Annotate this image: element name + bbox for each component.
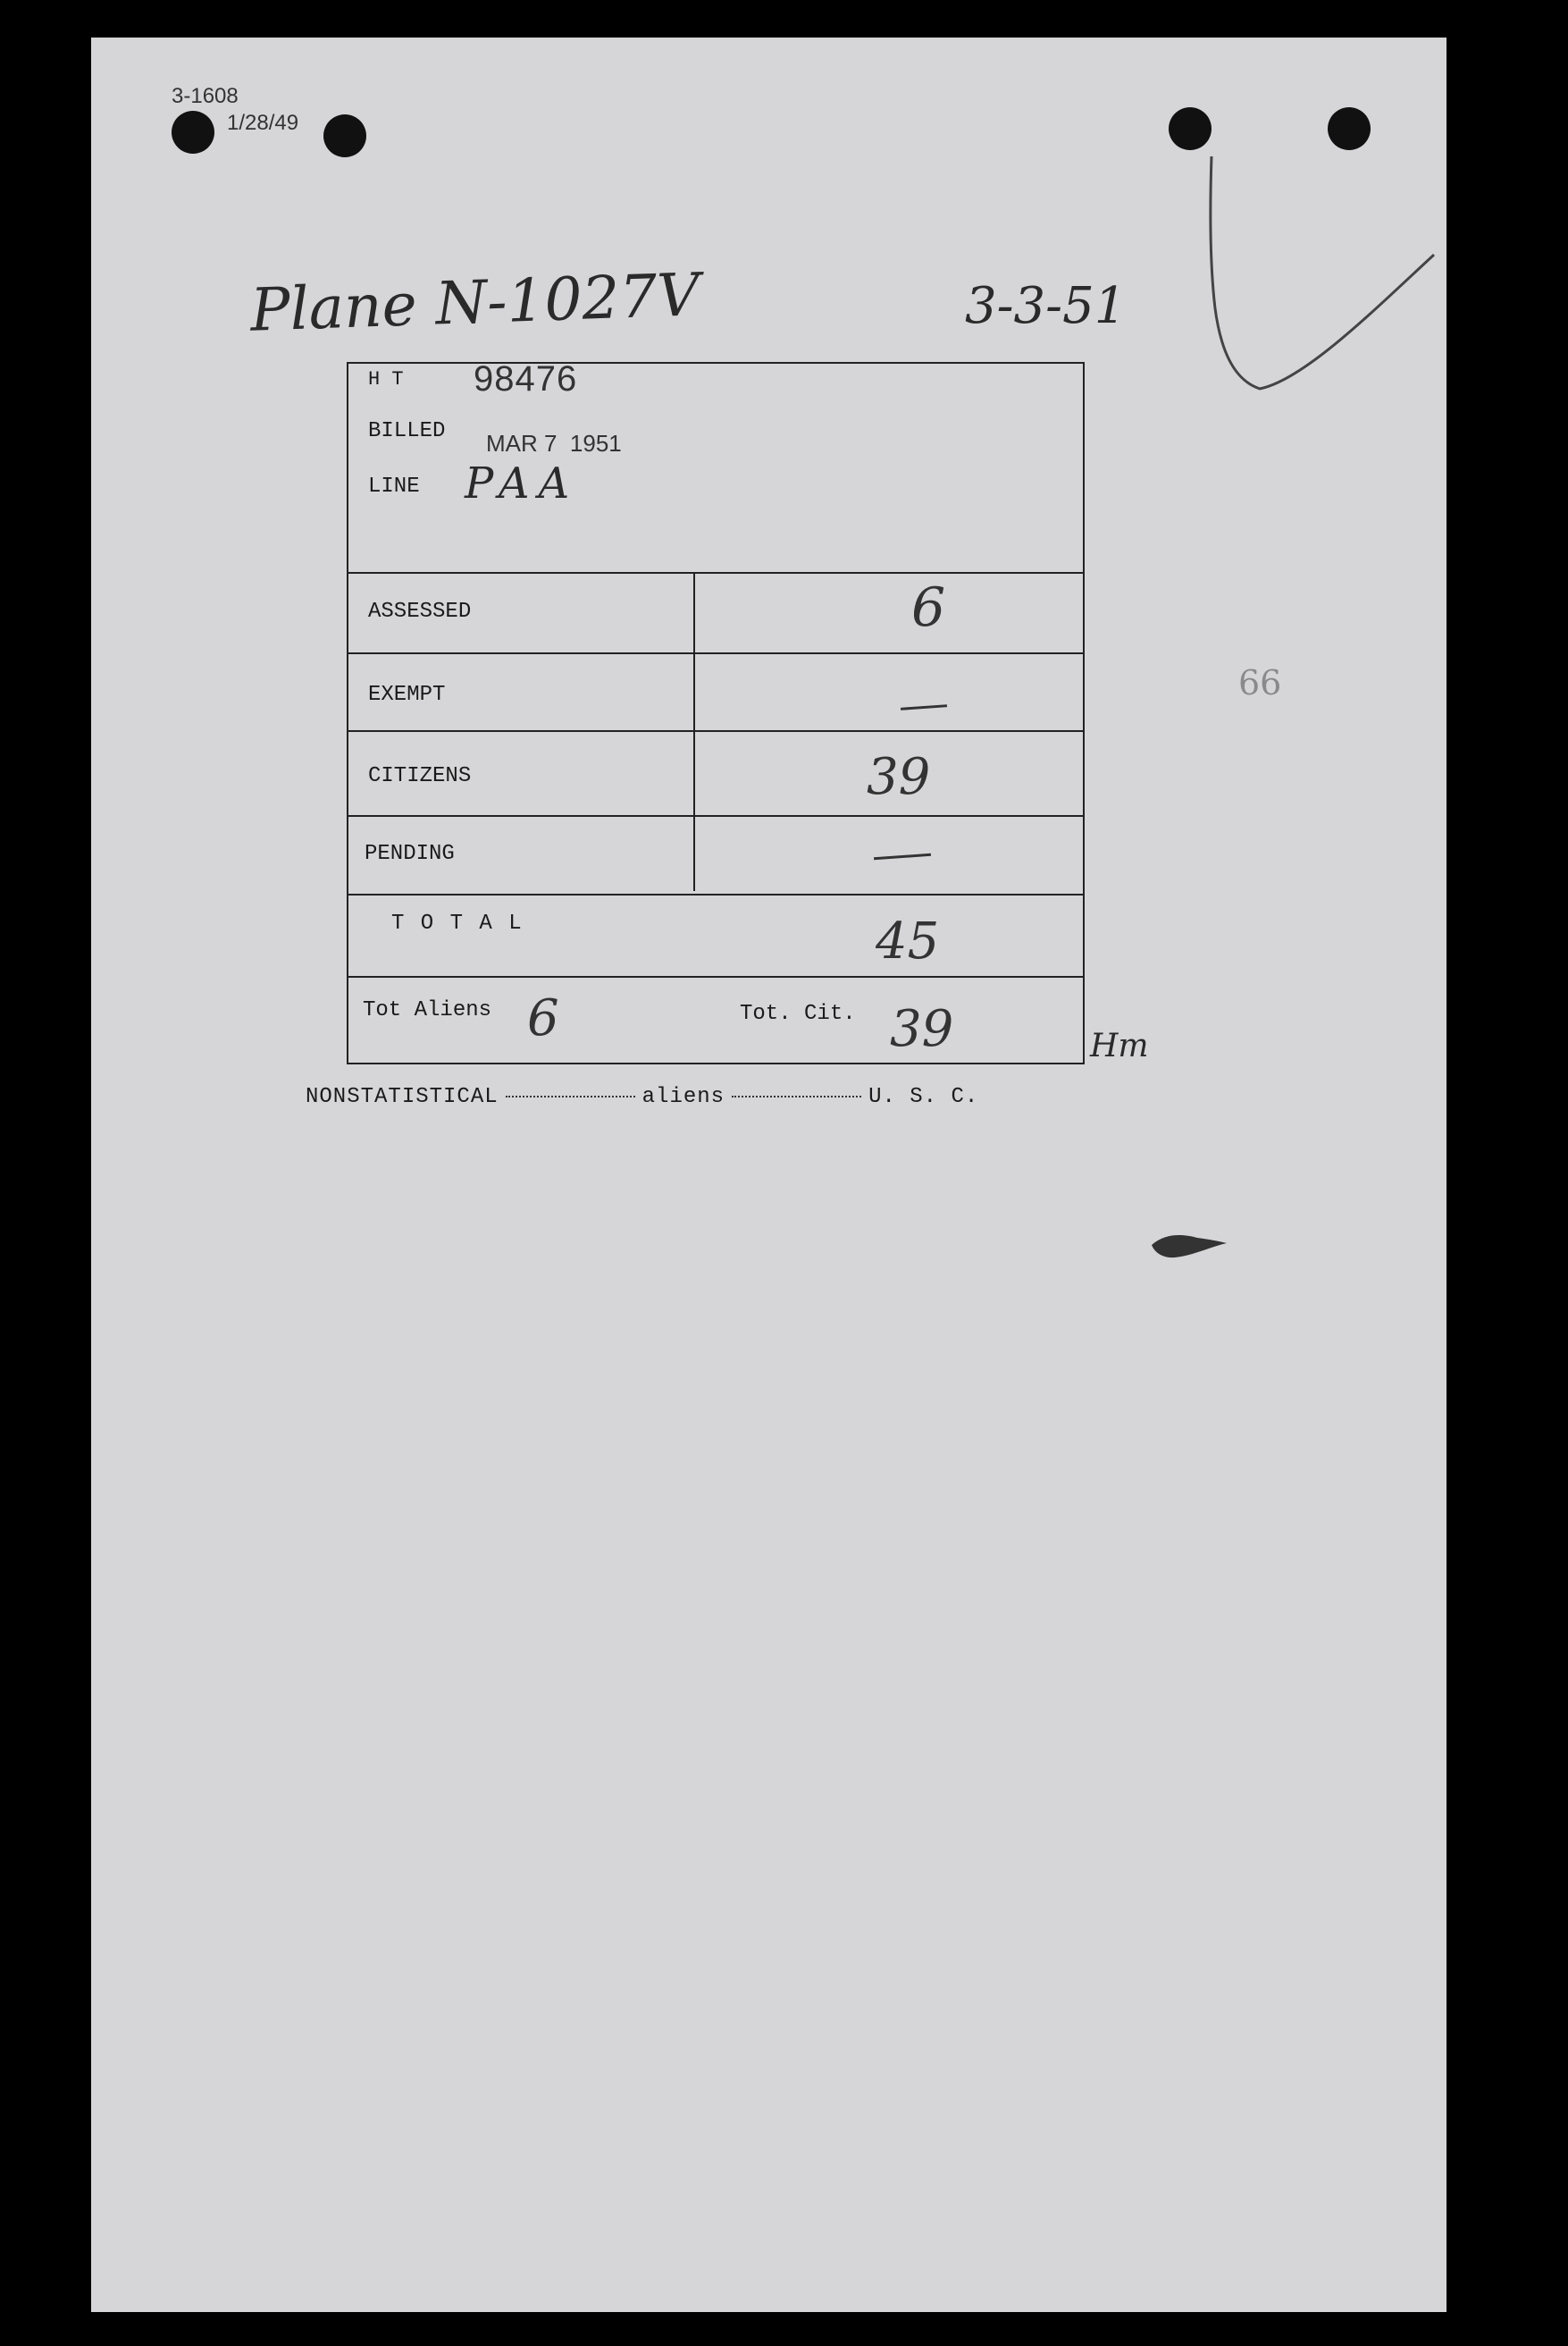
row-value-exempt — [901, 704, 947, 711]
total-value: 45 — [876, 912, 940, 971]
initials-handwritten: Hm — [1090, 1028, 1149, 1064]
margin-stamp: 66 — [1238, 663, 1282, 702]
tally-form — [347, 359, 1085, 1064]
rule — [348, 976, 1083, 978]
punch-hole-left — [172, 111, 214, 154]
column-divider — [693, 574, 695, 891]
ht-number: 98476 — [474, 359, 578, 399]
row-label-pending: PENDING — [365, 842, 455, 866]
aliens-label: aliens — [641, 1085, 725, 1109]
form-number: 3-1608 — [172, 84, 239, 108]
line-label: LINE — [368, 475, 420, 499]
form-date: 1/28/49 — [227, 111, 299, 135]
tot-cit-label: Tot. Cit. — [740, 1002, 856, 1026]
nonstatistical-blank — [506, 1096, 635, 1097]
rule — [348, 572, 1083, 574]
nonstatistical-line — [306, 1085, 978, 1109]
row-value-assessed: 6 — [911, 576, 946, 639]
row-value-pending — [874, 853, 931, 860]
line-value: PAA — [465, 458, 579, 509]
row-value-citizens: 39 — [867, 748, 931, 806]
row-label-assessed: ASSESSED — [368, 600, 472, 624]
tot-aliens-value: 6 — [527, 989, 559, 1047]
tot-aliens-label: Tot Aliens — [363, 998, 492, 1022]
plane-handwritten: Plane N-1027V — [248, 260, 701, 345]
tot-cit-value: 39 — [890, 1000, 954, 1058]
punch-hole-left-2 — [323, 114, 366, 157]
ht-label: H T — [368, 368, 404, 391]
billed-label: BILLED — [368, 419, 446, 443]
row-label-exempt: EXEMPT — [368, 683, 446, 707]
billed-date: MAR 7 1951 — [486, 430, 622, 457]
aliens-blank — [732, 1096, 861, 1097]
usc-label: U. S. C. — [868, 1085, 979, 1109]
total-label: T O T A L — [391, 912, 524, 936]
check-mark — [1197, 156, 1447, 402]
punch-hole-right-2 — [1328, 107, 1371, 150]
rule — [348, 652, 1083, 654]
rule — [348, 730, 1083, 732]
row-label-citizens: CITIZENS — [368, 764, 472, 788]
nonstatistical-label: NONSTATISTICAL — [306, 1085, 499, 1109]
date-handwritten: 3-3-51 — [965, 277, 1127, 335]
rule — [348, 894, 1083, 896]
rule — [348, 815, 1083, 817]
ink-smudge — [1148, 1229, 1228, 1261]
punch-hole-right — [1169, 107, 1212, 150]
